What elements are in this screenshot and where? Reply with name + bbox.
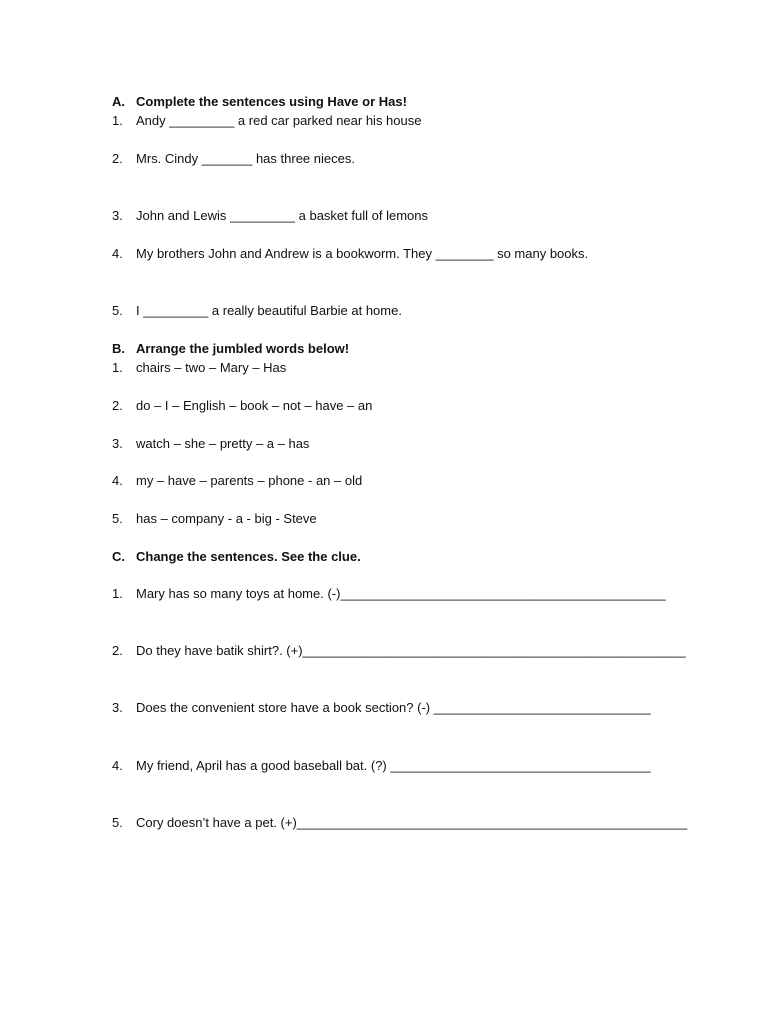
item-text: I _________ a really beautiful Barbie at home. [136,303,402,318]
item-number: 2. [112,151,123,166]
item-text: Does the convenient store have a book section? (-) ______________________________ [136,700,651,715]
item-number: 4. [112,758,123,773]
item-number: 5. [112,303,123,318]
item-number: 5. [112,815,123,830]
item-number: 1. [112,360,123,375]
item-text: Andy _________ a red car parked near his house [136,113,422,128]
item-number: 2. [112,643,123,658]
item-text: my – have – parents – phone - an – old [136,473,363,488]
item-number: 3. [112,700,123,715]
section-c-title: Change the sentences. See the clue. [136,549,361,564]
item-text: Mary has so many toys at home. (-)_____________________________________________ [136,586,666,601]
item-number: 1. [112,586,123,601]
item-text: Cory doesn’t have a pet. (+)______________________________________________________ [136,815,688,830]
item-number: 3. [112,436,123,451]
item-text: do – I – English – book – not – have – an [136,398,373,413]
item-text: John and Lewis _________ a basket full of lemons [136,208,428,223]
item-text: Mrs. Cindy _______ has three nieces. [136,151,355,166]
item-number: 2. [112,398,123,413]
item-text: watch – she – pretty – a – has [136,436,310,451]
item-text: My friend, April has a good baseball bat. (?) ____________________________________ [136,758,651,773]
section-a-title: Complete the sentences using Have or Has! [136,94,407,109]
item-number: 3. [112,208,123,223]
item-number: 4. [112,473,123,488]
item-number: 5. [112,511,123,526]
item-text: chairs – two – Mary – Has [136,360,287,375]
section-b-title: Arrange the jumbled words below! [136,341,350,356]
item-text: has – company - a - big - Steve [136,511,317,526]
section-a-letter: A. [112,94,125,109]
item-text: Do they have batik shirt?. (+)_____________________________________________________ [136,643,686,658]
item-number: 4. [112,246,123,261]
item-text: My brothers John and Andrew is a bookworm. They ________ so many books. [136,246,589,261]
item-number: 1. [112,113,123,128]
section-b-letter: B. [112,341,125,356]
section-c-letter: C. [112,549,125,564]
